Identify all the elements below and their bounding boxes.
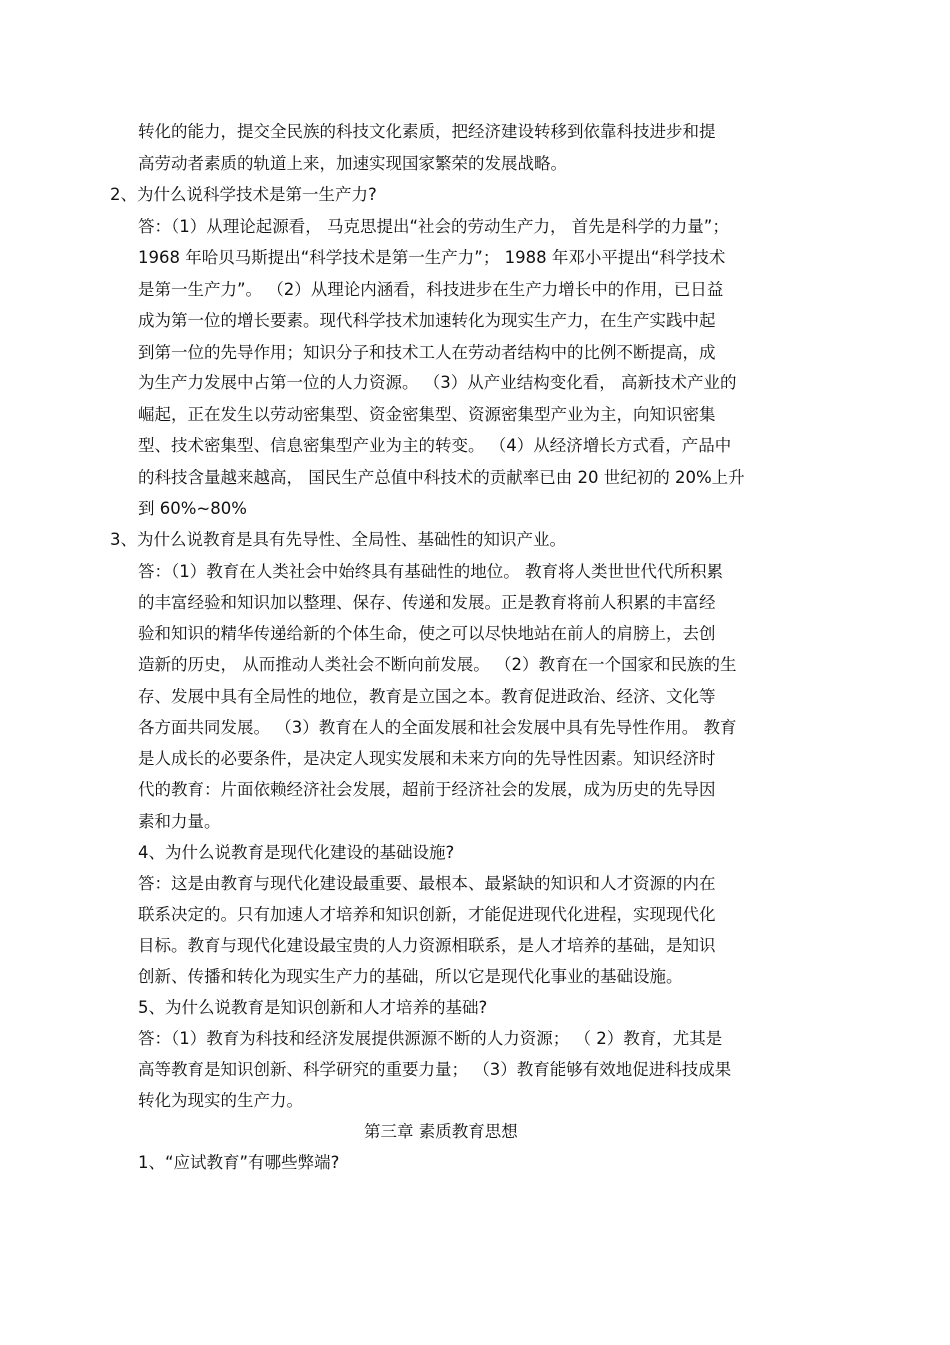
text-line: 的科技含量越来越高， 国民生产总值中科技术的贡献率已由 20 世纪初的 20%上升	[138, 468, 745, 487]
text-line: 答：（1）教育为科技和经济发展提供源源不断的人力资源； （ 2）教育，尤其是	[138, 1029, 723, 1048]
text-line: 成为第一位的增长要素。现代科学技术加速转化为现实生产力，在生产实践中起	[138, 311, 716, 330]
text-line: 转化为现实的生产力。	[138, 1091, 303, 1110]
text-line: 高等教育是知识创新、科学研究的重要力量； （3）教育能够有效地促进科技成果	[138, 1060, 732, 1079]
text-line: 到第一位的先导作用；知识分子和技术工人在劳动者结构中的比例不断提高，成	[138, 343, 716, 362]
text-line: 目标。教育与现代化建设最宝贵的人力资源相联系，是人才培养的基础，是知识	[138, 936, 716, 955]
question-heading: 1、“应试教育”有哪些弊端?	[138, 1153, 340, 1172]
text-line: 高劳动者素质的轨道上来，加速实现国家繁荣的发展战略。	[138, 154, 567, 173]
text-line: 答：（1）从理论起源看， 马克思提出“社会的劳动生产力， 首先是科学的力量”；	[138, 217, 729, 236]
text-line: 验和知识的精华传递给新的个体生命，使之可以尽快地站在前人的肩膀上，去创	[138, 624, 716, 643]
text-line: 转化的能力，提交全民族的科技文化素质，把经济建设转移到依靠科技进步和提	[138, 122, 716, 141]
text-line: 1968 年哈贝马斯提出“科学技术是第一生产力”； 1988 年邓小平提出“科学技术	[138, 248, 726, 267]
chapter-heading: 第三章 素质教育思想	[364, 1122, 518, 1141]
text-line: 答：（1）教育在人类社会中始终具有基础性的地位。 教育将人类世世代代所积累	[138, 562, 723, 581]
text-line: 到 60%~80%	[138, 499, 247, 518]
question-heading: 4、为什么说教育是现代化建设的基础设施?	[138, 843, 455, 862]
text-line: 存、发展中具有全局性的地位，教育是立国之本。教育促进政治、经济、文化等	[138, 687, 716, 706]
text-line: 崛起，正在发生以劳动密集型、资金密集型、资源密集型产业为主，向知识密集	[138, 405, 716, 424]
text-line: 是人成长的必要条件，是决定人现实发展和未来方向的先导性因素。知识经济时	[138, 749, 716, 768]
text-line: 型、技术密集型、信息密集型产业为主的转变。 （4）从经济增长方式看，产品中	[138, 436, 732, 455]
question-heading: 2、为什么说科学技术是第一生产力?	[110, 185, 377, 204]
question-heading: 5、为什么说教育是知识创新和人才培养的基础?	[138, 998, 488, 1017]
text-line: 素和力量。	[138, 812, 221, 831]
text-line: 联系决定的。只有加速人才培养和知识创新，才能促进现代化进程，实现现代化	[138, 905, 716, 924]
text-line: 创新、传播和转化为现实生产力的基础，所以它是现代化事业的基础设施。	[138, 967, 683, 986]
text-line: 答：这是由教育与现代化建设最重要、最根本、最紧缺的知识和人才资源的内在	[138, 874, 716, 893]
text-line: 各方面共同发展。 （3）教育在人的全面发展和社会发展中具有先导性作用。 教育	[138, 718, 737, 737]
text-line: 的丰富经验和知识加以整理、保存、传递和发展。正是教育将前人积累的丰富经	[138, 593, 716, 612]
text-line: 代的教育：片面依赖经济社会发展，超前于经济社会的发展，成为历史的先导因	[138, 780, 716, 799]
question-heading: 3、为什么说教育是具有先导性、全局性、基础性的知识产业。	[110, 530, 566, 549]
text-line: 造新的历史， 从而推动人类社会不断向前发展。 （2）教育在一个国家和民族的生	[138, 655, 737, 674]
text-line: 为生产力发展中占第一位的人力资源。 （3）从产业结构变化看， 高新技术产业的	[138, 373, 737, 392]
text-line: 是第一生产力”。 （2）从理论内涵看，科技进步在生产力增长中的作用，已日益	[138, 280, 724, 299]
